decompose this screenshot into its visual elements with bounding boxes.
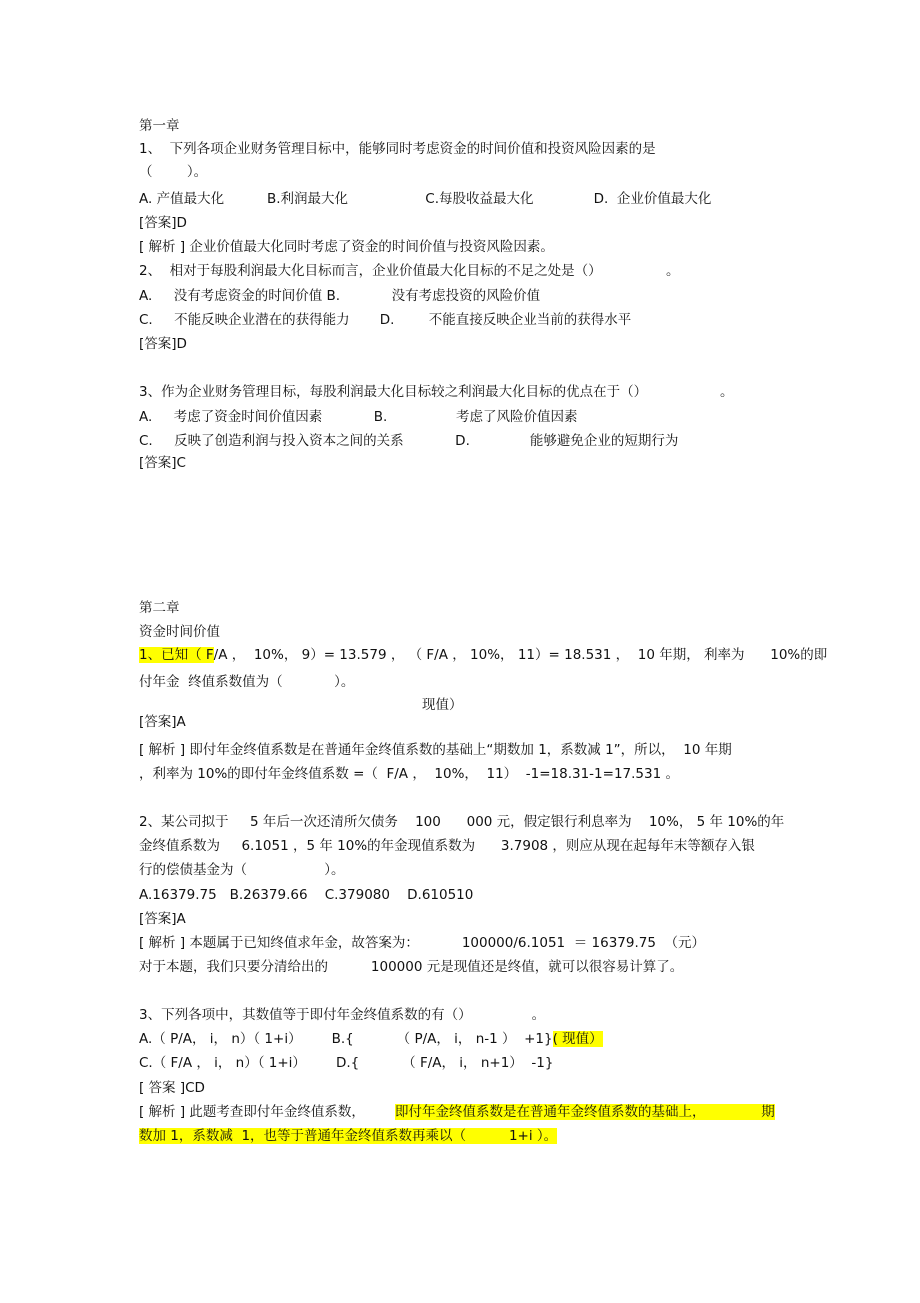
ch2-q2-stem-cont2: 行的偿债基金为（ ）。	[139, 862, 345, 878]
ch2-q2-analysis-cont: 对于本题，我们只要分清给出的 100000 元是现值还是终值，就可以很容易计算了。	[139, 959, 684, 975]
ch2-q1-stem	[139, 646, 827, 664]
ch2-q2-stem-cont1: 金终值系数为 6.1051 ，5 年 10%的年金现值系数为 3.7908 ，则应从现在起每年末等额存入银	[139, 838, 755, 854]
ch2-q1-stem-rest: /A ， 10%， 9）= 13.579 ， （ F/A ， 10%， 11）= 18.531 ， 10 年期， 利率为 10%的即	[213, 647, 828, 663]
ch2-q3-analysis-plain: [ 解析 ] 此题考查即付年金终值系数，	[139, 1104, 395, 1120]
ch1-q2-options-ab: A. 没有考虑资金的时间价值 B. 没有考虑投资的风险价值	[139, 288, 541, 304]
ch2-q3-answer: [ 答案 ]CD	[139, 1080, 205, 1096]
ch1-q1-stem-cont: （ ）。	[139, 164, 208, 180]
chapter1-title: 第一章	[139, 118, 180, 134]
ch2-q2-stem: 2、某公司拟于 5 年后一次还清所欠债务 100 000 元，假定银行利息率为 10%， 5 年 10%的年	[139, 814, 785, 830]
ch1-q1-stem: 1、 下列各项企业财务管理目标中，能够同时考虑资金的时间价值和投资风险因素的是	[139, 141, 656, 157]
ch2-q3-options-ab	[139, 1030, 603, 1048]
ch2-q2-options: A.16379.75 B.26379.66 C.379080 D.610510	[139, 887, 474, 903]
ch2-q3-analysis	[139, 1103, 775, 1121]
ch2-q2-answer: [答案]A	[139, 911, 186, 927]
ch1-q1-analysis: [ 解析 ] 企业价值最大化同时考虑了资金的时间价值与投资风险因素。	[139, 239, 554, 255]
ch2-q1-stem-note: 现值）	[422, 697, 463, 713]
ch1-q3-options-cd: C. 反映了创造利润与投入资本之间的关系 D. 能够避免企业的短期行为	[139, 433, 679, 449]
ch1-q2-answer: [答案]D	[139, 336, 187, 352]
ch2-q1-analysis-cont: ，利率为 10%的即付年金终值系数 =（ F/A ， 10%， 11） -1=18.31-1=17.531 。	[139, 766, 679, 782]
ch2-q3-analysis-cont	[139, 1127, 557, 1145]
highlight-mark: 即付年金终值系数是在普通年金终值系数的基础上， 期	[394, 1104, 775, 1120]
ch1-q3-stem: 3、作为企业财务管理目标，每股利润最大化目标较之利润最大化目标的优点在于（） 。	[139, 384, 734, 400]
highlight-mark: 1、已知（ F	[139, 647, 214, 663]
chapter2-title: 第二章	[139, 600, 180, 616]
ch1-q2-options-cd: C. 不能反映企业潜在的获得能力 D. 不能直接反映企业当前的获得水平	[139, 312, 632, 328]
ch1-q3-options-ab: A. 考虑了资金时间价值因素 B. 考虑了风险价值因素	[139, 409, 578, 425]
highlight-mark: 数加 1，系数减 1，也等于普通年金终值系数再乘以（ 1+i ）。	[139, 1128, 558, 1144]
ch1-q1-options: A. 产值最大化 B.利润最大化 C.每股收益最大化 D. 企业价值最大化	[139, 191, 712, 207]
ch2-q3-stem: 3、下列各项中，其数值等于即付年金终值系数的有（） 。	[139, 1007, 546, 1023]
chapter2-subtitle: 资金时间价值	[139, 624, 220, 640]
ch1-q3-answer: [答案]C	[139, 455, 186, 471]
ch2-q3-options-cd: C.（ F/A ， i， n）（ 1+i） D.{ （ F/A， i， n+1） -1}	[139, 1055, 554, 1071]
ch2-q3-option-ab-text: A.（ P/A， i， n）（ 1+i） B.{ （ P/A， i， n-1 ） +1}	[139, 1031, 553, 1047]
highlight-mark: ( 现值）	[552, 1031, 603, 1047]
ch2-q1-answer: [答案]A	[139, 714, 186, 730]
ch2-q2-analysis: [ 解析 ] 本题属于已知终值求年金，故答案为： 100000/6.1051 ＝ 16379.75 （元）	[139, 935, 706, 951]
ch1-q1-answer: [答案]D	[139, 215, 187, 231]
ch2-q1-stem-cont: 付年金 终值系数值为（ ）。	[139, 674, 355, 690]
ch1-q2-stem: 2、 相对于每股利润最大化目标而言，企业价值最大化目标的不足之处是（） 。	[139, 263, 680, 279]
ch2-q1-analysis: [ 解析 ] 即付年金终值系数是在普通年金终值系数的基础上“期数加 1，系数减 1”，所以， 10 年期	[139, 742, 732, 758]
